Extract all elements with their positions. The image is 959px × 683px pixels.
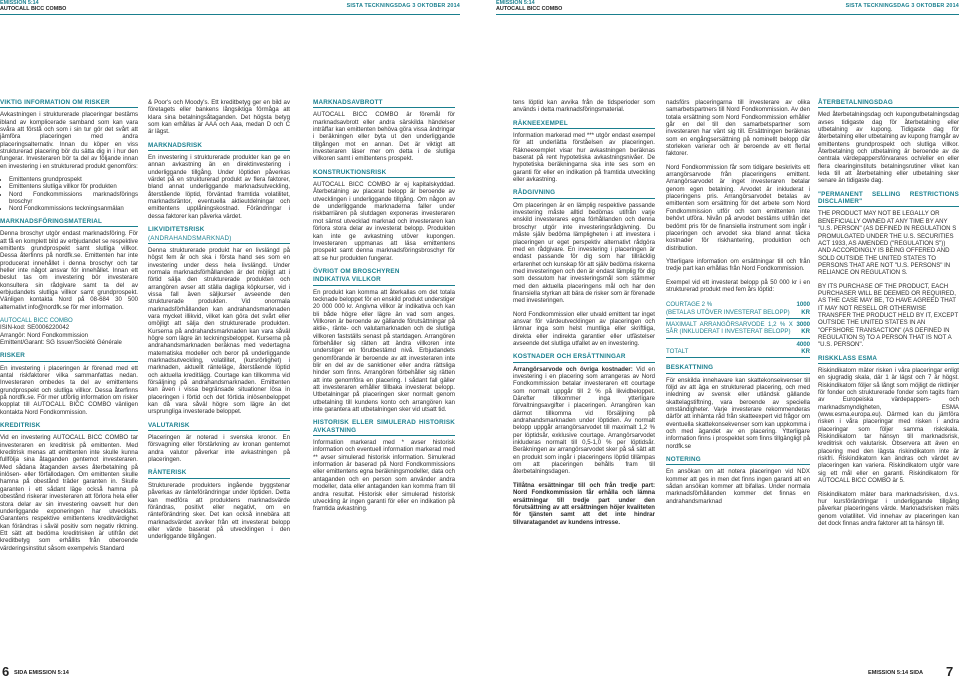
paragraph: För enskilda innehavare kan skattekonsekvenser till följd av att äga en strukturerad placering, och med inledning av svensk eller utländsk gällande skattelagstiftning, vara beroende av speciella omständigheter. Varje investerare rekommenderas därför att inhämta råd från skatteexpert vid frågor om eventuella skattekonsekvenser som kan uppkomma i och med ägandet av en placering. Ytterligare information finns i prospektet som finns tillgängligt på nordfk.se bbox=[666, 376, 810, 450]
section-heading: VIKTIG INFORMATION OM RISKER bbox=[0, 99, 138, 108]
section-heading: RÄKNEEXEMPEL bbox=[513, 120, 655, 129]
paragraph: Ytterligare information om ersättningar till och från tredje part kan erhållas från Nord Fondkommission. bbox=[666, 257, 810, 273]
list-item: • Emittentens slutliga villkor för produkten bbox=[9, 183, 138, 190]
paragraph: Information markerad med * avser historisk information och eventuell information markerad med ** avser simulerad historisk information. Simulerad information är baserad på Nord Fondkommissions eller emittentens egna beräkningsmodeller, data och antaganden och en person som använder andra modeller, data eller antaganden kan komma fram till andra resultat. Historisk eller simulerad historisk utveckling är ingen garanti för eller en indikation på framtida avkastning. bbox=[313, 439, 455, 513]
paragraph: Tillåtna ersättningar till och från tredje part: Nord Fondkommission får erhålla och lämna ersättningar till tredje part under den förutsättning av att ersättningen höjer kvaliteten för tjänsten samt att det inte hindrar tillvaratagandet av kundens intresse. bbox=[513, 481, 655, 526]
list-item: • Emittentens grundprospekt bbox=[9, 176, 138, 183]
section-heading: "PERMANENT SELLING RESTRICTIONS DISCLAIMER" bbox=[818, 191, 959, 208]
section-heading: RISKKLASS ESMA bbox=[818, 355, 959, 364]
list-item: • Nord Fondkommissions marknadsförings broschyr bbox=[9, 191, 138, 206]
header-date: SISTA TECKNINGSDAG 3 OKTOBER 2014 bbox=[845, 3, 959, 9]
column-1 bbox=[0, 99, 138, 558]
footer-right: EMISSION 5:14 SIDA bbox=[868, 670, 924, 676]
paragraph: tens löptid kan avvika från de tidsperioder som används i detta marknadsföringsmaterial. bbox=[513, 99, 655, 114]
paragraph: En produkt kan komma att återkallas om det totala tecknade beloppet för en enskild produkt understiger 20 000 000 kr. Angivna villkor är indikativa och kan bli både högre eller lägre än vad som anges. Villkoren är beroende av gällande förutsättningar på aktie-, ränte- och valutamarknaden och de slutliga villkoren fastställs senast på startdagen. Arrangören förbehåller sig rätten att ändra villkoren inte understiger en förutbestämd nivå. Erbjudandets genomförande är beroende av att investeraren inte blir en del av de sanktioner eller andra rättsliga hinder som finns. Arrangören förbehåller sig rätten att inte genomföra en placering. I sådant fall gäller att investeraren erhåller tillbaka investerat belopp. Utbetalningar på placeringen sker normalt genom utbetalning till kundens konto och arrangören kan inte garantera att utbetalningen sker vid utsatt tid. bbox=[313, 288, 455, 414]
product-info: AUTOCALL BICC COMBO ISIN-kod: SE0006220042 Arrangör: Nord Fondkommission Emittent/Garant: SG Issuer/Société Générale bbox=[0, 316, 122, 346]
section-heading: ÖVRIGT OM BROSCHYREN bbox=[313, 267, 400, 275]
cost-example-table bbox=[666, 299, 810, 358]
section-heading: KREDITRISK bbox=[0, 422, 138, 431]
section-heading: KONSTRUKTIONSRISK bbox=[313, 169, 455, 178]
paragraph: Vid en investering AUTOCALL BICC COMBO tar investeraren en kreditrisk på emittenten. Med kreditrisk menas att emittenten inte skulle kunna fullfölja sina åtaganden gentemot investeraren. Med sådana åtaganden avses återbetalning på inlösen- eller förfallodagen. Om emittenten skulle hamna på obestånd träder garanten in. Skulle garanten i ett sådant läge också hamna på obestånd riskerar investeraren att förlora hela eller stora delar av sin investering oavsett hur den underliggande exponeringen har utvecklats. Garantens respektive emittentens kreditvärdighet kan förändras i såväl positiv som negativ riktning. Ett sätt att bedöma kreditrisken är utifrån det kreditbetyg som erhållits från oberoende värderingsinstitut såsom exempelvis Standard bbox=[0, 434, 138, 552]
section-heading: INDIKATIVA VILLKOR bbox=[313, 276, 455, 285]
page-header-right bbox=[496, 0, 959, 14]
column-3 bbox=[313, 99, 455, 519]
column-2 bbox=[148, 99, 290, 547]
table-row: COURTAGE 2 % (BETALAS UTÖVER INVESTERAT BELOPP) 1000 KR bbox=[666, 299, 810, 318]
paragraph: Information markerad med *** utgör endast exempel för att underlätta förståelsen av placeringen. Räkneexemplet visar hur avkastningen beräknas baserat på rent hypotetiska avkastningsnivåer. De hypotetiska beräkningarna ska inte ses som en garanti för eller en indikation på framtida utveckling eller avkastning. bbox=[513, 132, 655, 184]
footer-left: SIDA EMISSION 5:14 bbox=[14, 670, 69, 676]
paragraph: Om placeringen är en lämplig respektive passande investering måste alltid bedömas utifrån varje enskild investerares egna förhållanden och denna broschyr utgör inte investeringsrådgivning. Du måste själv bedöma lämpligheten i att investera i placeringen ur eget perspektiv alternativt rådgöra med en rådgivare. En investering i placeringen är endast passande för dig som har tillräcklig erfarenhet och kunskap för att själv bedöma riskerna med investeringen och den är endast lämplig för dig som dessutom har investeringsmål som stämmer med den aktuella placeringens mål och har den finansiella styrkan att bära de risker som är förenade med investeringen. bbox=[513, 201, 655, 305]
paragraph: & Poor's och Moody's. Ett kreditbetyg ger en bild av företagets eller bankens långsiktiga förmåga att klara sina betalningsåtaganden. Det högsta betyg som kan erhållas är AAA och Aaa, medan D och C är lägst. bbox=[148, 99, 290, 136]
section-heading: LIKVIDITETSRISK bbox=[148, 226, 205, 234]
paragraph: Riskindikatorn mäter bara marknadsrisken, d.v.s. hur kursförändringar i underliggande tillgång påverkar placeringens värde. Marknadsrisken mäts genom volatilitet. Vid innehav av placeringen kan det dock finnas andra faktorer att ta hänsyn till. bbox=[818, 490, 959, 527]
paragraph: Exempel vid ett investerat belopp på 50 000 kr i en strukturerad produkt med fem års löptid: bbox=[666, 278, 810, 293]
page-number-right: 7 bbox=[946, 664, 954, 679]
paragraph: Nord Fondkommission eller utvald emittent tar inget ansvar för värdeutvecklingen av placeringen och lämnar inga som helst muntliga eller skriftliga, direkta eller indirekta garantier eller utfästelser avseende det slutliga utfallet av en investering. bbox=[513, 310, 655, 347]
column-5 bbox=[666, 99, 810, 511]
section-heading: RÅDGIVNING bbox=[513, 189, 655, 198]
section-heading: VALUTARISK bbox=[148, 422, 290, 431]
header-brand: EMISSION 5:14 AUTOCALL BICC COMBO bbox=[0, 0, 67, 12]
section-heading: MARKNADSFÖRINGSMATERIAL bbox=[0, 218, 138, 227]
paragraph: En investering i strukturerade produkter kan ge en annan avkastning än en direktinvestering i underliggande tillgång. Under löptiden påverkas värdet på en strukturerad produkt av flera faktorer, bland annat underliggande marknadsutveckling, återstående löptid, förväntad framtida volatilitet, marknadsräntor, eventuella aktieutdelningar och emittentens upplåningskostnad. Förändringar i dessa faktorer kan påverka värdet. bbox=[148, 154, 290, 220]
section-heading: RÄNTERISK bbox=[148, 469, 290, 478]
section-heading: NOTERING bbox=[666, 456, 810, 465]
paragraph: THE PRODUCT MAY NOT BE LEGALLY OR BENEFICIALLY OWNED AT ANY TIME BY ANY "U.S. PERSON" (AS DEFINED IN REGULATION S PROMULGATED UNDER THE U.S. SECURITIES ACT 1933, AS AMENDED ("REGULATION S")) AND ACCORDINGLY IS BEING OFFERED AND SOLD OUTSIDE THE UNITED STATES TO PERSONS THAT ARE NOT "U.S. PERSONS" IN RELIANCE ON REGULATION S. bbox=[818, 210, 957, 277]
header-rule bbox=[496, 14, 959, 15]
section-subheading: (ANDRAHANDSMARKNAD) bbox=[148, 235, 290, 244]
section-heading: MARKNADSAVBROTT bbox=[313, 99, 455, 108]
paragraph: Strukturerade produkters ingående byggstenar påverkas av ränteförändringar under löptiden. Detta kan medföra att produktens marknadsvärde förändras, positivt eller negativt, om en ränteförändring sker. Det kan också innebära att marknadsvärdet avviker från ett investerat belopp eller värde baserat på utvecklingen i den underliggande tillgången. bbox=[148, 481, 290, 541]
paragraph: AUTOCALL BICC COMBO är ej kapitalskyddad. Återbetalning av placerat belopp är beroende av utvecklingen i underliggande tillgång. Om någon av de underliggande marknaderna faller under riskbarriären på slutdagen exponeras investeraren mot sämst utvecklad marknad och investeraren kan förlora stora delar av investerat belopp. Produkten kan inte ge avkastning utöver kupongen. Investeraren uppmanas att läsa emittentens prospekt samt denna marknadsföringsbroschyr för att se hur produkten fungerar. bbox=[313, 181, 455, 262]
section-heading: MARKNADSRISK bbox=[148, 142, 290, 151]
section-heading: KOSTNADER OCH ERSÄTTNINGAR bbox=[513, 353, 655, 362]
paragraph: En investering i placeringen är förenad med ett antal riskfaktorer vilka sammanfattas nedan. Investeraren ombedes ta del av emittentens grundprospekt och slutliga villkor. Dessa återfinns på nordfk.se. För mer utförlig information om risker kopplat till AUTOCALL BICC COMBO vänligen kontakta Nord Fondkommission. bbox=[0, 364, 138, 416]
section-heading: RISKER bbox=[0, 352, 138, 361]
paragraph: Denna broschyr utgör endast marknadsföring. För att få en komplett bild av erbjudandet se respektive emittents grundprospekt samt slutliga villkor. Dessa återfinns på nordfk.se. Emittenten har inte producerat innehållet i denna broschyr och tar heller inte något ansvar för innehållet. Innan ett beslut tas om investering bör investerare konsultera sin rådgivare samt ta del av erbjudandets slutliga villkor samt grundprospekt. Vänligen kontakta Nord på 08-684 30 500 alternativt info@nordfk.se för mer information. bbox=[0, 230, 138, 311]
paragraph: Denna strukturerade produkt har en livslängd på högst fem år och ska i första hand ses som en investering under dess hela livslängd. Under normala marknadsförhållanden är det möjligt att i förtid sälja den strukturerade produkten och arrangören avser att ställa dagliga köpkurser, vid i vissa fall även säljkurser avseende den strukturerade produkten. Vid onormala marknadsförhållanden kan andrahandsmarknaden vara mycket illikvid, vilket kan göra det svårt eller omöjligt att sälja den strukturerade produkten. Kurserna på andrahandsmarknaden kan vara såväl högre som lägre än teckningsbeloppet. Kurserna på andrahandsmarknaden beräknas med vedertagna matematiska modeller och beror på underliggande marknadsutveckling, volatilitet, (kursrörlighet) i marknaden, aktuellt räntelägе, återstående löptid och aktuella kreditlägg. Courtage kan tillkomma vid försäljning på andrahandsmarknaden. Emittenten kan även i vissa begränsade situationer lösa in placeringen i förtid och det förtida inlösenbeloppet kan då vara såväl högre som lägre än det ursprungliga investerade beloppet. bbox=[148, 246, 290, 416]
page-number-left: 6 bbox=[2, 664, 10, 679]
list-item: • Nord Fondkommissions teckningsanmälan bbox=[9, 205, 138, 212]
header-brand: EMISSION 5:14 AUTOCALL BICC COMBO bbox=[496, 0, 563, 12]
paragraph: AUTOCALL BICC COMBO är föremål för marknadsavbrott eller andra särskilda händelser inträffar kan emittenten behöva göra vissa ändringar i beräkningen eller byta ut den underliggande tillgången mot en annan. Det är viktigt att investeraren läser mer om detta i de slutliga villkoren samt i emittentens prospekt. bbox=[313, 111, 455, 163]
section-heading: BESKATTNING bbox=[666, 364, 810, 373]
paragraph: Med återbetalningsdag och kupongutbetalningsdag avses tidigaste dag för återbetalning eller utbetalning av kupong. Tidigaste dag för återbetalning eller utbetalning av kupong framgår av emittentens grundprospekt och slutliga villkor. Återbetalning och utbetalning är beroende av de centrala värdepappersförvarares och/eller en eller flera clearinginstituts betalningsrutiner vilket kan leda till att återbetalning eller utbetalning sker senare än tidigaste dag. bbox=[818, 111, 959, 185]
paragraph: nadsförs placeringarna till investerare av olika samarbetspartners till Nord Fondkommission. Av den totala ersättning som Nord Fondkommission erhåller går en del till den samarbetspartner som investeraren har vänt sig till. Ersättningen beräknas som en engångsersättning på nominellt belopp där storleken varierar och är beroende av ett flertal faktorer. bbox=[666, 99, 810, 158]
header-rule bbox=[0, 14, 460, 15]
paragraph: Placeringen är noterad i svenska kronor. En försvagning eller förstärkning av kronan gentemot andra valutor påverkar inte avkastningen på placeringen. bbox=[148, 434, 290, 464]
paragraph: Riskindikatorn mäter risken i våra placeringar enligt en sjugradig skala, där 1 är lägst och 7 är högst. Riskindikatorn följer så långt som möjligt de riktlinjer för fonder och strukturerade fonder som tagits fram av Europeiska värdepappers- och marknadsmyndigheten, ESMA (www.esma.europa.eu). Därmed kan du jämföra risken i våra placeringar med risken i andra placeringar som följer samma riskskala. Riskindikatorn tar hänsyn till marknadsrisk, kreditrisk och valutarisk. Observera att även en placering med den lägsta riskindikatorn inte är riskfri. Riskindikatorn kan ändras och värdet av placeringen kan variera. Riskindikatorn utgör vare sig ett mål eller en garanti. Riskindikatorn för AUTOCALL BICC COMBO är 5. bbox=[818, 367, 959, 485]
column-6 bbox=[818, 99, 959, 533]
header-date: SISTA TECKNINGSDAG 3 OKTOBER 2014 bbox=[346, 3, 460, 9]
paragraph: Arrangörsarvode och övriga kostnader: Vid en investering i en placering som arrangeras av Nord Fondkommission betalar investeraren ett courtage som normalt uppgår till 2 % på likvidbeloppet. Därefter tillkommer inga ytterligare förvaltningsavgifter i placeringen. Arrangören kan därmot tillkomma vid försäljning på andrahandsmarknaden under löptiden. Av normalt belopp uppgår arrangörsarvodet till maximalt 1,2 % per löptidsår, exklusive courtage. Arrangörsarvodet inkluderas normalt till 0,5-1,0 % per löptidsår. Beräkningen av arrangörsarvodet sker på så sätt att en produkt som ingår i placeringens löptid tillämpas om att placeringen behålls fram till återbetalningsdagen. bbox=[513, 365, 655, 476]
paragraph: En ansökan om att notera placeringen vid NDX kommer att ges in men det finns ingen garanti att en sådan ansökan kommer att bifallas. Under normala marknadsförhållanden kommer det finnas en andrahandsmarknad bbox=[666, 468, 810, 505]
paragraph: Nord Fondkommission får som tidigare beskrivits ett arrangörsarvode från placeringens emittent. Arrangörsarvodet är inget investeraren betalar genom egen betalning. Arvodet är inkluderat i placeringens pris. Arrangörsarvodet betalas av emittenten som ersättning för det arbete som Nord Fondkommission utför och som emittenten inte behövt utföra. Nivån på arvodet bestäms utifrån det bedömt pris för de finansiella instrument som ingår i placeringen och arvodet ska bland annat täcka kostnader för riskhantering, produktion och distribution. bbox=[666, 163, 810, 252]
document-list bbox=[0, 176, 138, 213]
page-header-left bbox=[0, 0, 460, 14]
section-heading: HISTORISK ELLER SIMULERAD HISTORISK AVKASTNING bbox=[313, 419, 455, 436]
section-heading: ÅTERBETALNINGSDAG bbox=[818, 99, 959, 108]
paragraph: BY ITS PURCHASE OF THE PRODUCT, EACH PURCHASER WILL BE DEEMED OR REQUIRED, AS THE CASE MAY BE, TO HAVE AGREED THAT IT MAY NOT RESELL OR OTHERWISE TRANSFER THE PRODUCT HELD BY IT, EXCEPT OUTSIDE THE UNITED STATES IN AN "OFFSHORE TRANSACTION" (AS DEFINED IN REGULATION S) TO A PERSON THAT IS NOT A "U.S. PERSON". bbox=[818, 282, 959, 349]
table-row: MAXIMALT ARRANGÖRSARVODE 1,2 % X 5ÅR (INKLUDERAT I INVESTERAT BELOPP) 3000 KR bbox=[666, 318, 810, 338]
column-4 bbox=[513, 99, 655, 532]
paragraph: Avkastningen i strukturerade placeringar bestäms ibland av komplicerade samband som kan vara svåra att förstå och som i sin tur gör det svårt att jämföra placeringen med andra placeringsalternativ. Innan du köper en viss strukturerad placering bör du sätta dig in i hur den fungerar. Investeraren bör ta del av följande innan en investering i en strukturerad produkt genomförs: bbox=[0, 111, 138, 170]
table-row: TOTALT 4000 KR bbox=[666, 338, 810, 358]
